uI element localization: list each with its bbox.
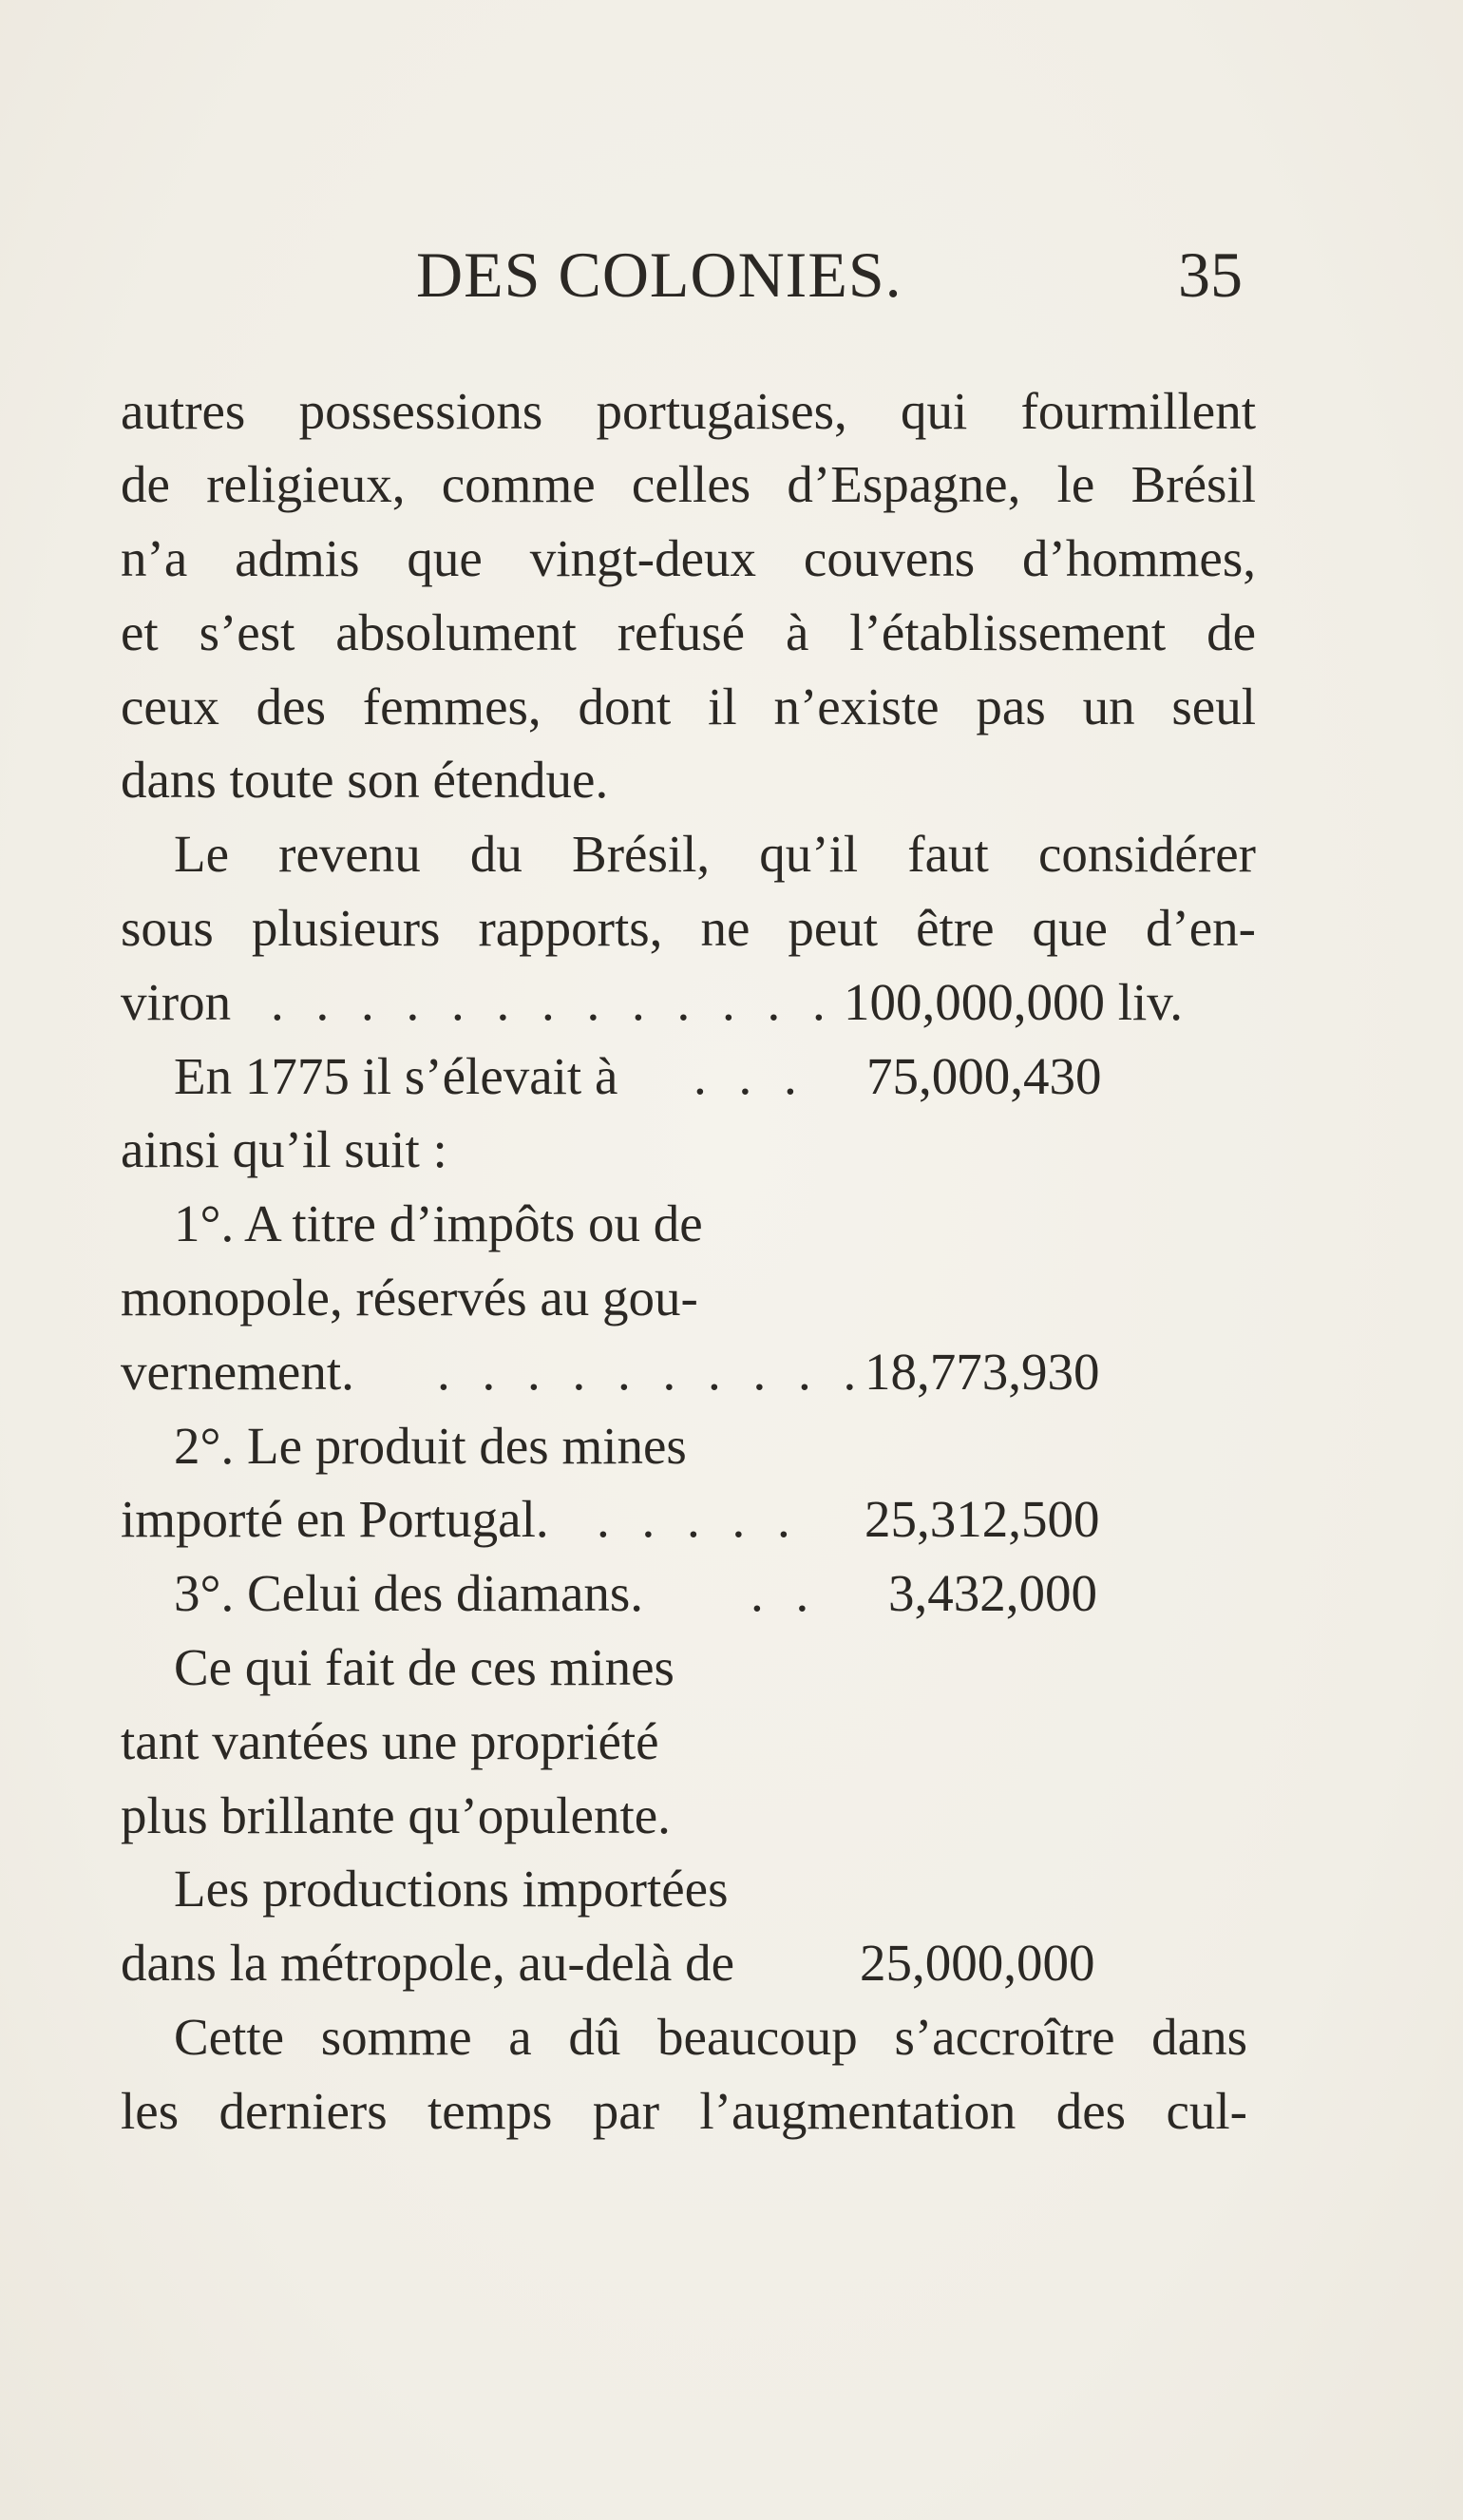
- text-line: ainsi qu’il suit :: [121, 1120, 447, 1178]
- dot-leader: . . . . . . . . . . . . .: [271, 973, 835, 1031]
- text-line: de religieux, comme celles d’Espagne, le Brésil: [121, 455, 1256, 513]
- page-number: 35: [1178, 239, 1243, 311]
- text-line: monopole, réservés au gou-: [121, 1269, 698, 1327]
- text-line: Ce qui fait de ces mines: [174, 1638, 674, 1696]
- amount-mines: 25,312,500: [864, 1490, 1100, 1548]
- text-line: dans toute son étendue.: [121, 751, 609, 809]
- text-line: autres possessions portugaises, qui fourmillent: [121, 382, 1256, 440]
- text-line: 2°. Le produit des mines: [174, 1417, 687, 1475]
- text-line: les derniers temps par l’augmentation des cul-: [121, 2082, 1247, 2140]
- dot-leader: . .: [750, 1564, 819, 1622]
- running-title: DES COLONIES.: [416, 239, 902, 311]
- text-line: dans la métropole, au-delà de: [121, 1934, 734, 1992]
- text-line: viron: [121, 973, 232, 1031]
- text-line: et s’est absolument refusé à l’établissement de: [121, 603, 1256, 661]
- text-line: 3°. Celui des diamans.: [174, 1564, 644, 1622]
- text-line: ceux des femmes, dont il n’existe pas un seul: [121, 678, 1256, 735]
- text-line: Les productions importées: [174, 1860, 729, 1918]
- text-line: n’a admis que vingt-deux couvens d’hommes,: [121, 529, 1256, 587]
- text-line: 1°. A titre d’impôts ou de: [174, 1194, 703, 1252]
- text-line: Cette somme a dû beaucoup s’accroître dans: [174, 2008, 1247, 2066]
- amount-revenue: 100,000,000 liv.: [844, 973, 1183, 1031]
- amount-productions: 25,000,000: [860, 1934, 1095, 1992]
- text-line: plus brillante qu’opulente.: [121, 1786, 671, 1844]
- dot-leader: . . . . .: [597, 1490, 800, 1548]
- text-line: sous plusieurs rapports, ne peut être que d’en-: [121, 899, 1256, 957]
- amount-revenue-1775: 75,000,430: [866, 1047, 1102, 1105]
- text-line: En 1775 il s’élevait à: [174, 1047, 618, 1105]
- amount-diamans: 3,432,000: [888, 1564, 1097, 1622]
- text-line: Le revenu du Brésil, qu’il faut considérer: [174, 825, 1256, 883]
- amount-impots: 18,773,930: [864, 1343, 1100, 1401]
- text-line: vernement.: [121, 1343, 354, 1401]
- dot-leader: . . . . . . . . . .: [437, 1343, 866, 1401]
- text-line: tant vantées une propriété: [121, 1712, 659, 1770]
- running-head: [0, 238, 1463, 314]
- text-line: importé en Portugal.: [121, 1490, 549, 1548]
- dot-leader: . . .: [694, 1047, 807, 1105]
